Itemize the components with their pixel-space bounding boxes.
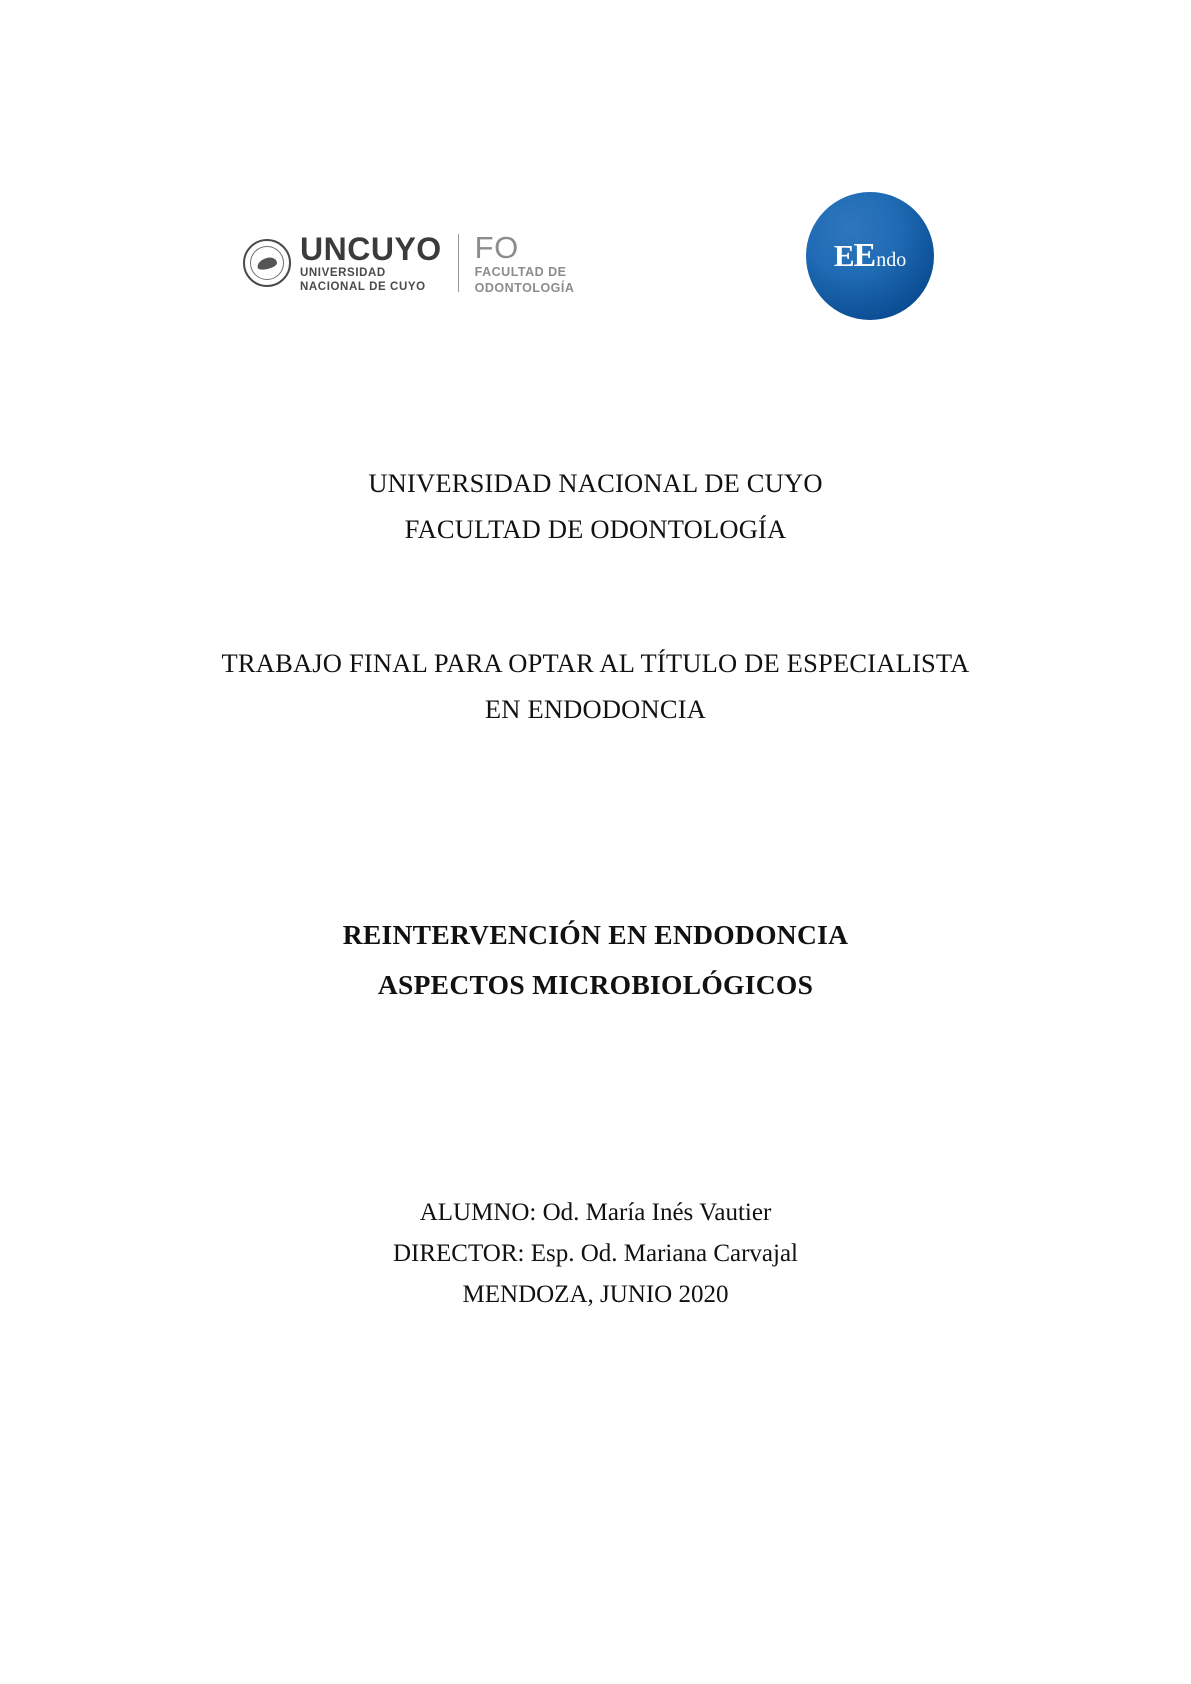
institution-line-1: UNIVERSIDAD NACIONAL DE CUYO (368, 468, 823, 498)
uncuyo-seal-icon (243, 239, 291, 287)
faculty-abbr: FO (474, 230, 519, 265)
thesis-title-line-1: REINTERVENCIÓN EN ENDODONCIA (342, 919, 849, 950)
logo-row (0, 180, 1191, 340)
eendo-part1: E (833, 238, 854, 273)
faculty-line1: FACULTAD DE (474, 265, 567, 279)
degree-block (0, 640, 1191, 732)
degree-line-2: EN ENDODONCIA (484, 694, 707, 724)
eendo-logo-icon (806, 192, 934, 320)
credits-director: DIRECTOR: Esp. Od. Mariana Carvajal (392, 1240, 799, 1267)
eendo-logo-label (834, 237, 906, 275)
degree-line-1: TRABAJO FINAL PARA OPTAR AL TÍTULO DE ESPECIALISTA (221, 648, 970, 678)
eendo-part2: E (853, 237, 877, 274)
credits-block (0, 1192, 1191, 1315)
credits-place-date: MENDOZA, JUNIO 2020 (462, 1281, 729, 1308)
uncuyo-logo-name: UNCUYO (300, 231, 442, 267)
uncuyo-logo (243, 228, 574, 298)
faculty-line2: ODONTOLOGÍA (474, 280, 575, 295)
uncuyo-logo-text (300, 233, 442, 293)
eendo-part3: ndo (876, 249, 907, 271)
faculty-logo-text (475, 232, 575, 294)
uncuyo-logo-line2: NACIONAL DE CUYO (300, 280, 426, 293)
institution-line-2: FACULTAD DE ODONTOLOGÍA (404, 514, 787, 544)
institution-block (0, 460, 1191, 552)
logo-divider (458, 234, 459, 292)
thesis-title-line-2: ASPECTOS MICROBIOLÓGICOS (377, 969, 814, 1000)
credits-student: ALUMNO: Od. María Inés Vautier (419, 1199, 772, 1226)
thesis-title (0, 910, 1191, 1010)
uncuyo-logo-line1: UNIVERSIDAD (300, 267, 386, 279)
